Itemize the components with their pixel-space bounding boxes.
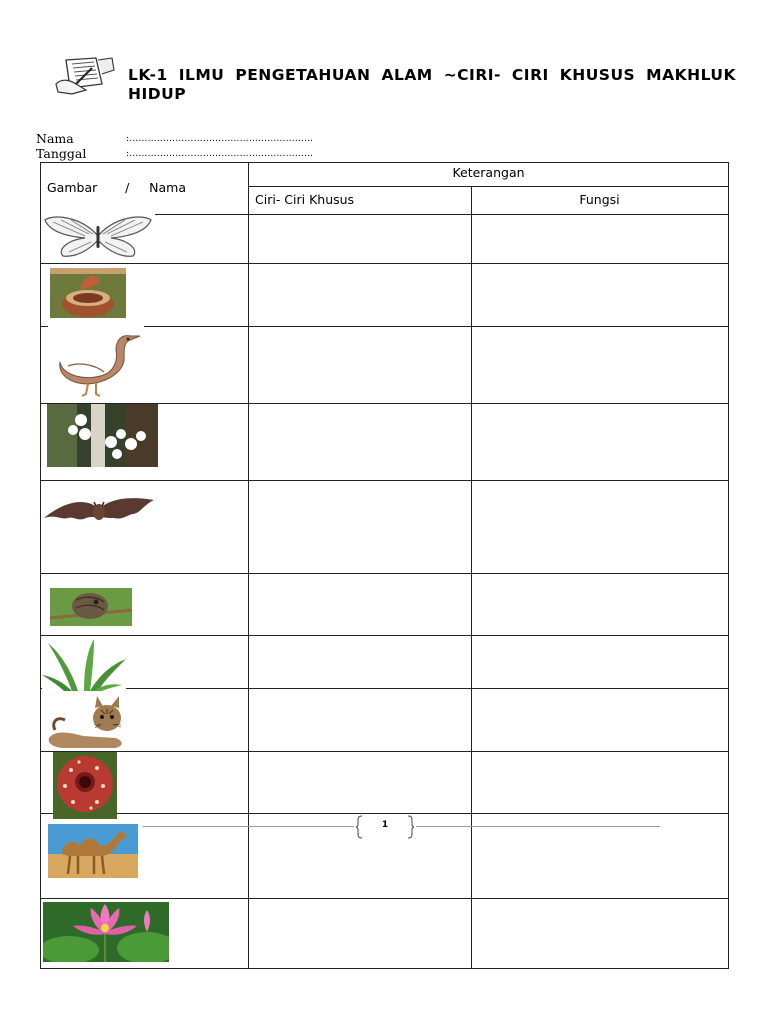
row-divider (40, 635, 729, 636)
table-border-left (40, 162, 41, 969)
fungsi-header: Fungsi (579, 192, 620, 207)
pitcher-plant-image (50, 268, 126, 318)
header-divider (248, 186, 729, 187)
nama-label: Nama (36, 131, 74, 146)
table-border-top (40, 162, 729, 163)
camel-image (48, 824, 138, 878)
table-border-bottom (40, 968, 729, 969)
tanggal-blank[interactable]: :…………………………………………………… (126, 149, 314, 159)
row-divider (40, 263, 729, 264)
tanggal-label: Tanggal (36, 146, 87, 161)
column-divider (471, 186, 472, 969)
row-divider (40, 688, 729, 689)
column-divider (248, 162, 249, 969)
rafflesia-image (53, 752, 117, 819)
butterfly-image (41, 214, 155, 260)
page-number-text: 1 (381, 820, 389, 830)
footer-rule-left (143, 826, 354, 827)
worksheet-title: LK-1 ILMU PENGETAHUAN ALAM ~CIRI- CIRI KHUSUS MAKHLUK HIDUP (128, 66, 736, 103)
row-divider (40, 813, 729, 814)
ciri-khusus-header: Ciri- Ciri Khusus (255, 192, 355, 207)
nama-blank[interactable]: :…………………………………………………… (126, 134, 314, 144)
row-divider (40, 480, 729, 481)
chameleon-image (50, 588, 132, 626)
row-divider (40, 751, 729, 752)
aloe-vera-image (42, 639, 126, 691)
keterangan-header: Keterangan (452, 165, 525, 180)
footer-rule-right (416, 826, 660, 827)
bat-image (42, 492, 156, 530)
lotus-image (43, 902, 169, 962)
orchid-image (47, 404, 158, 467)
table-border-right (728, 162, 729, 969)
cat-image (45, 694, 129, 750)
row-divider (40, 573, 729, 574)
page-number (356, 815, 414, 839)
duck-image (48, 326, 144, 398)
row-divider (40, 898, 729, 899)
gambar-nama-header: Gambar / Nama (47, 180, 186, 195)
